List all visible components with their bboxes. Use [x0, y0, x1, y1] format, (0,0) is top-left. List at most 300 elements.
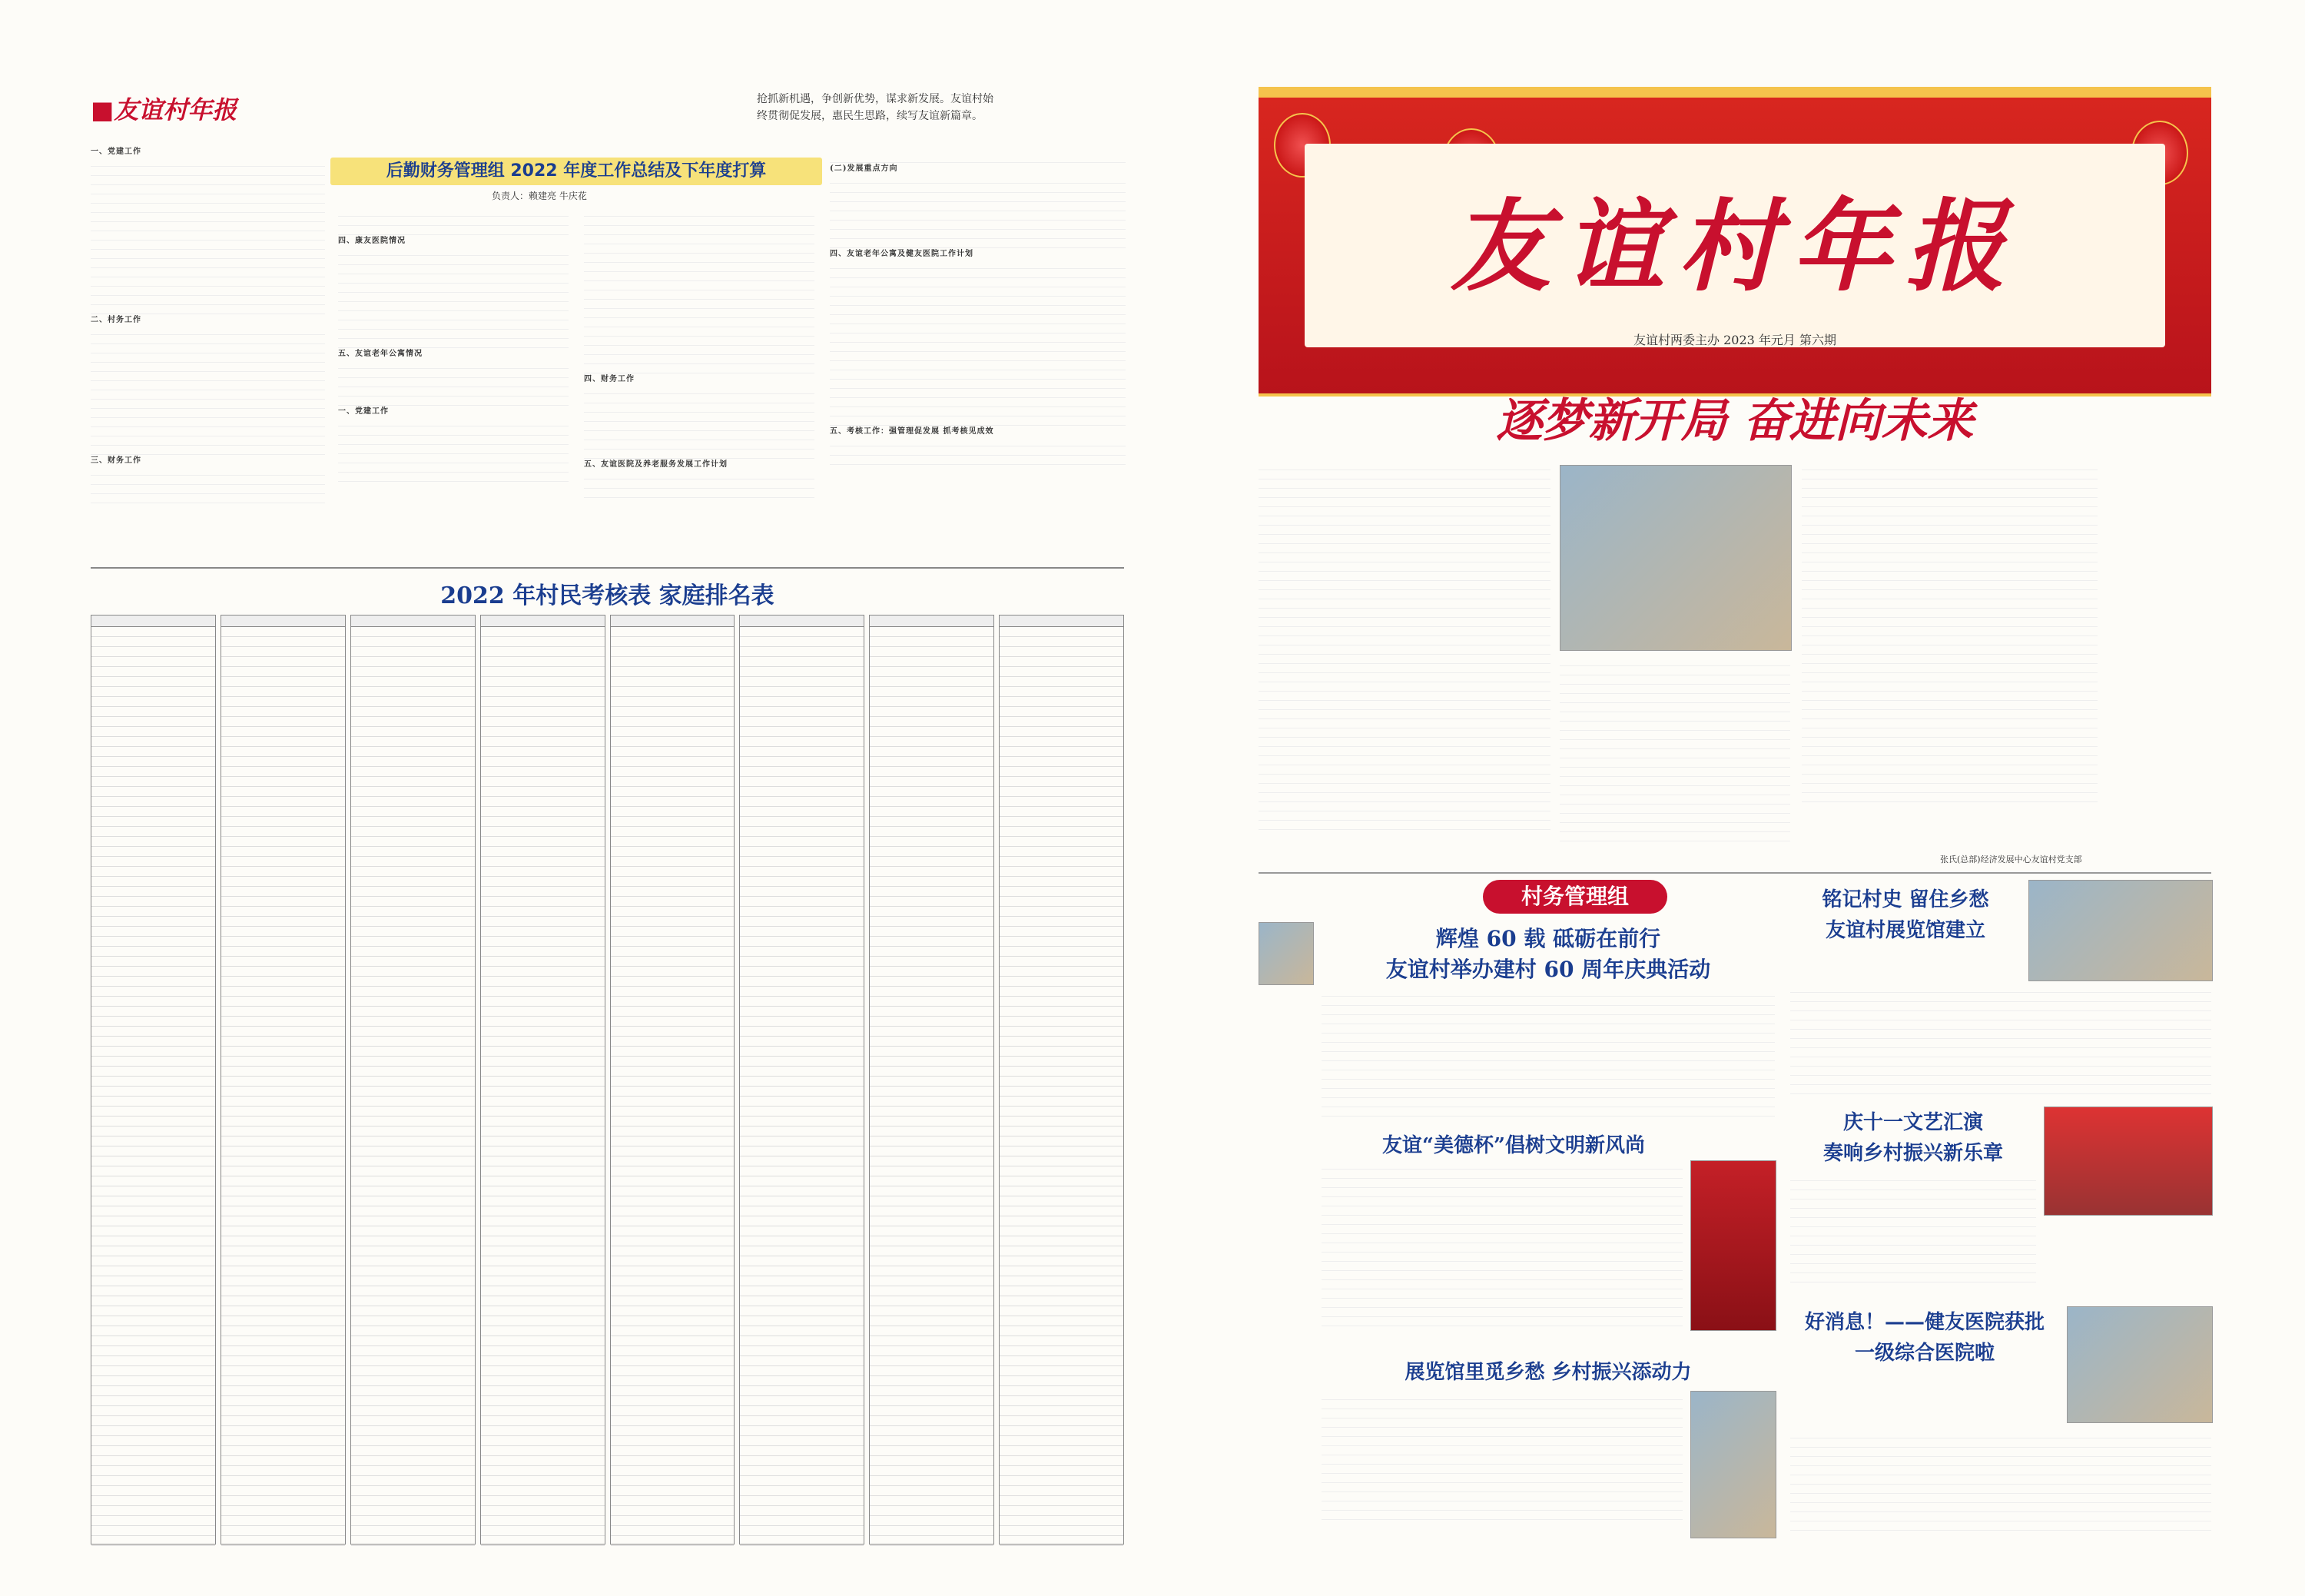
- table-row: [481, 1436, 605, 1446]
- table-row: [351, 1097, 475, 1107]
- table-row: [740, 1516, 864, 1526]
- table-row: [91, 1226, 215, 1236]
- table-row: [91, 1007, 215, 1017]
- table-row: [91, 1346, 215, 1356]
- table-row: [221, 737, 345, 747]
- table-row: [481, 1326, 605, 1336]
- table-row: [351, 1516, 475, 1526]
- table-row: [91, 767, 215, 777]
- table-row: [91, 1526, 215, 1536]
- table-row: [611, 1186, 735, 1196]
- table-row: [1000, 1067, 1123, 1077]
- table-row: [870, 827, 993, 837]
- table-row: [870, 697, 993, 707]
- table-row: [351, 817, 475, 827]
- table-row: [740, 997, 864, 1007]
- table-title: 2022 年村民考核表 家庭排名表: [440, 582, 774, 609]
- table-row: [611, 727, 735, 737]
- table-row: [481, 1266, 605, 1276]
- table-row: [91, 1466, 215, 1476]
- table-row: [351, 1456, 475, 1466]
- table-row: [1000, 917, 1123, 927]
- table-row: [481, 747, 605, 757]
- table-row: [740, 907, 864, 917]
- table-row: [740, 957, 864, 967]
- table-row: [481, 977, 605, 987]
- table-row: [740, 1526, 864, 1536]
- table-row: [870, 1166, 993, 1176]
- table-row: [91, 1166, 215, 1176]
- table-row: [351, 857, 475, 867]
- table-row: [870, 1416, 993, 1426]
- table-row: [611, 1057, 735, 1067]
- table-row: [1000, 1396, 1123, 1406]
- table-row: [481, 767, 605, 777]
- col3-text: [584, 207, 814, 561]
- table-row: [1000, 737, 1123, 747]
- table-row: [611, 1436, 735, 1446]
- table-row: [351, 1017, 475, 1027]
- table-row: [351, 1276, 475, 1286]
- table-row: [740, 1356, 864, 1366]
- table-row: [1000, 1007, 1123, 1017]
- section-head: 五、友谊老年公寓情况: [338, 350, 423, 358]
- table-row: [870, 867, 993, 877]
- table-row: [91, 1206, 215, 1216]
- table-row: [740, 1316, 864, 1326]
- table-row: [221, 627, 345, 637]
- table-row: [1000, 877, 1123, 887]
- table-row: [1000, 1276, 1123, 1286]
- table-row: [740, 887, 864, 897]
- table-row: [740, 1256, 864, 1266]
- table-row: [221, 1476, 345, 1486]
- table-row: [91, 1456, 215, 1466]
- table-row: [611, 1526, 735, 1536]
- table-row: [1000, 1017, 1123, 1027]
- table-row: [1000, 817, 1123, 827]
- table-row: [481, 937, 605, 947]
- table-row: [221, 817, 345, 827]
- table-row: [351, 1027, 475, 1037]
- table-row: [740, 1426, 864, 1436]
- table-row: [221, 857, 345, 867]
- table-row: [740, 1216, 864, 1226]
- right-page: [1152, 0, 2305, 1596]
- table-row: [611, 677, 735, 687]
- table-row: [221, 947, 345, 957]
- table-row: [611, 1117, 735, 1126]
- table-row: [870, 1536, 993, 1546]
- table-row: [91, 1476, 215, 1486]
- table-row: [351, 727, 475, 737]
- table-row: [1000, 787, 1123, 797]
- table-row: [221, 1107, 345, 1117]
- table-row: [481, 1306, 605, 1316]
- table-row: [351, 717, 475, 727]
- table-row: [481, 877, 605, 887]
- table-row: [1000, 1296, 1123, 1306]
- table-row: [91, 657, 215, 667]
- table-row: [481, 1236, 605, 1246]
- table-row: [1000, 1176, 1123, 1186]
- table-row: [611, 967, 735, 977]
- table-row: [870, 947, 993, 957]
- table-row: [351, 987, 475, 997]
- table-row: [1000, 1166, 1123, 1176]
- story1-photo: [1259, 922, 1314, 985]
- table-row: [221, 1156, 345, 1166]
- table-row: [1000, 1346, 1123, 1356]
- table-row: [481, 1097, 605, 1107]
- table-row: [351, 1007, 475, 1017]
- table-row: [481, 647, 605, 657]
- table-row: [1000, 887, 1123, 897]
- table-row: [870, 997, 993, 1007]
- table-row: [351, 707, 475, 717]
- table-row: [740, 1156, 864, 1166]
- table-row: [1000, 687, 1123, 697]
- table-row: [351, 697, 475, 707]
- table-row: [740, 1126, 864, 1136]
- table-row: [870, 1017, 993, 1027]
- table-row: [740, 1486, 864, 1496]
- table-row: [221, 1516, 345, 1526]
- celebration-photo: [1560, 465, 1792, 651]
- story4-text: [1790, 984, 2211, 1099]
- table-row: [481, 1416, 605, 1426]
- section-head: 五、考核工作：强管理促发展 抓考核见成效: [830, 427, 994, 436]
- table-row: [1000, 1386, 1123, 1396]
- table-row: [870, 987, 993, 997]
- table-row: [221, 667, 345, 677]
- table-row: [481, 1226, 605, 1236]
- table-row: [1000, 667, 1123, 677]
- table-column: [739, 615, 864, 1545]
- table-row: [611, 807, 735, 817]
- table-row: [221, 1346, 345, 1356]
- table-row: [221, 1007, 345, 1017]
- table-row: [1000, 1406, 1123, 1416]
- table-row: [351, 1406, 475, 1416]
- table-row: [611, 1326, 735, 1336]
- table-row: [91, 1416, 215, 1426]
- table-row: [351, 967, 475, 977]
- table-row: [611, 1536, 735, 1546]
- table-row: [221, 1366, 345, 1376]
- table-row: [740, 1097, 864, 1107]
- table-row: [351, 827, 475, 837]
- table-row: [1000, 1516, 1123, 1526]
- table-row: [91, 1047, 215, 1057]
- table-row: [91, 627, 215, 637]
- divider: [91, 567, 1124, 569]
- section-head: 四、康友医院情况: [338, 237, 406, 245]
- table-row: [611, 1166, 735, 1176]
- table-row: [740, 877, 864, 887]
- table-row: [351, 1246, 475, 1256]
- table-row: [1000, 897, 1123, 907]
- table-row: [481, 1027, 605, 1037]
- banner-inner: [1305, 144, 2165, 347]
- table-row: [481, 1007, 605, 1017]
- story6-photo: [2067, 1306, 2213, 1423]
- left-masthead: ■友谊村年报: [91, 95, 237, 124]
- table-row: [1000, 1146, 1123, 1156]
- story4-photo: [2028, 880, 2213, 981]
- table-row: [481, 1246, 605, 1256]
- table-row: [221, 1186, 345, 1196]
- table-row: [870, 1516, 993, 1526]
- table-row: [740, 757, 864, 767]
- table-row: [221, 1226, 345, 1236]
- table-row: [481, 1196, 605, 1206]
- table-row: [740, 1176, 864, 1186]
- table-row: [611, 1156, 735, 1166]
- table-row: [740, 677, 864, 687]
- section-head: 四、财务工作: [584, 375, 635, 383]
- story3-text: [1322, 1391, 1683, 1541]
- table-row: [1000, 1536, 1123, 1546]
- table-row: [221, 1456, 345, 1466]
- table-row: [91, 1296, 215, 1306]
- table-row: [611, 817, 735, 827]
- table-row: [91, 1256, 215, 1266]
- table-row: [351, 1236, 475, 1246]
- table-row: [221, 807, 345, 817]
- table-row: [740, 1276, 864, 1286]
- table-row: [481, 627, 605, 637]
- table-row: [481, 1466, 605, 1476]
- table-row: [91, 887, 215, 897]
- story5-photo: [2044, 1107, 2213, 1216]
- table-row: [481, 1216, 605, 1226]
- table-row: [870, 897, 993, 907]
- story5-text: [1790, 1172, 2036, 1295]
- table-row: [740, 1446, 864, 1456]
- table-row: [611, 997, 735, 1007]
- table-row: [351, 1216, 475, 1226]
- table-row: [1000, 827, 1123, 837]
- table-row: [91, 1037, 215, 1047]
- table-row: [351, 937, 475, 947]
- table-row: [221, 987, 345, 997]
- table-row: [611, 987, 735, 997]
- story4-title: 铭记村史 留住乡愁: [1822, 888, 1989, 911]
- col2-text: [338, 207, 569, 561]
- table-row: [351, 1176, 475, 1186]
- table-row: [870, 1386, 993, 1396]
- table-row: [611, 837, 735, 847]
- table-row: [481, 1356, 605, 1366]
- table-row: [351, 1226, 475, 1236]
- table-row: [611, 1396, 735, 1406]
- table-row: [611, 1047, 735, 1057]
- table-row: [611, 1077, 735, 1087]
- table-row: [221, 1536, 345, 1546]
- table-row: [870, 1156, 993, 1166]
- table-row: [91, 967, 215, 977]
- table-row: [870, 717, 993, 727]
- table-row: [351, 907, 475, 917]
- table-row: [870, 1216, 993, 1226]
- table-row: [481, 907, 605, 917]
- table-row: [91, 1326, 215, 1336]
- table-row: [740, 797, 864, 807]
- table-row: [91, 1536, 215, 1546]
- table-row: [740, 1396, 864, 1406]
- table-row: [351, 1136, 475, 1146]
- table-row: [481, 1286, 605, 1296]
- table-row: [611, 1276, 735, 1286]
- table-row: [91, 637, 215, 647]
- table-row: [481, 1486, 605, 1496]
- table-row: [1000, 1156, 1123, 1166]
- table-row: [221, 897, 345, 907]
- table-row: [221, 1067, 345, 1077]
- table-row: [740, 947, 864, 957]
- table-column: [999, 615, 1124, 1545]
- table-row: [481, 1456, 605, 1466]
- table-row: [351, 1067, 475, 1077]
- table-row: [611, 827, 735, 837]
- table-row: [740, 1326, 864, 1336]
- table-row: [481, 1496, 605, 1506]
- table-row: [351, 1416, 475, 1426]
- table-row: [870, 687, 993, 697]
- table-row: [481, 807, 605, 817]
- table-row: [1000, 1306, 1123, 1316]
- table-row: [611, 907, 735, 917]
- table-column: [221, 615, 346, 1545]
- table-row: [611, 847, 735, 857]
- table-row: [221, 1296, 345, 1306]
- table-row: [870, 1466, 993, 1476]
- table-row: [1000, 957, 1123, 967]
- table-row: [481, 1037, 605, 1047]
- table-row: [481, 1146, 605, 1156]
- table-row: [1000, 797, 1123, 807]
- table-row: [611, 1486, 735, 1496]
- table-row: [870, 1336, 993, 1346]
- table-row: [1000, 1126, 1123, 1136]
- table-row: [611, 737, 735, 747]
- table-row: [221, 1496, 345, 1506]
- table-row: [1000, 777, 1123, 787]
- table-row: [1000, 1216, 1123, 1226]
- table-row: [221, 767, 345, 777]
- table-row: [351, 1446, 475, 1456]
- story2-text: [1322, 1160, 1683, 1345]
- table-row: [91, 957, 215, 967]
- table-row: [91, 707, 215, 717]
- table-row: [91, 827, 215, 837]
- table-row: [1000, 747, 1123, 757]
- table-row: [481, 1396, 605, 1406]
- table-row: [740, 1476, 864, 1486]
- table-row: [870, 1526, 993, 1536]
- table-row: [221, 917, 345, 927]
- table-row: [740, 837, 864, 847]
- table-row: [91, 647, 215, 657]
- table-row: [870, 1426, 993, 1436]
- table-row: [740, 1186, 864, 1196]
- table-row: [481, 1256, 605, 1266]
- table-row: [481, 1117, 605, 1126]
- table-row: [1000, 927, 1123, 937]
- table-row: [1000, 1496, 1123, 1506]
- table-row: [221, 877, 345, 887]
- table-row: [740, 937, 864, 947]
- table-row: [481, 1156, 605, 1166]
- table-row: [870, 657, 993, 667]
- table-row: [91, 1196, 215, 1206]
- table-row: [870, 1107, 993, 1117]
- table-row: [221, 1506, 345, 1516]
- table-row: [351, 627, 475, 637]
- table-row: [1000, 697, 1123, 707]
- table-row: [481, 947, 605, 957]
- table-row: [481, 837, 605, 847]
- table-row: [351, 737, 475, 747]
- masthead-banner: [1259, 87, 2211, 397]
- table-row: [91, 1136, 215, 1146]
- table-row: [221, 1117, 345, 1126]
- table-row: [221, 717, 345, 727]
- table-row: [91, 1356, 215, 1366]
- table-row: [221, 997, 345, 1007]
- table-row: [611, 787, 735, 797]
- issue-line: 友谊村两委主办 2023 年元月 第六期: [1633, 333, 1836, 347]
- story3-title: 展览馆里觅乡愁 乡村振兴添动力: [1405, 1361, 1692, 1384]
- story2-title: 友谊“美德杯”倡树文明新风尚: [1382, 1134, 1645, 1157]
- table-row: [611, 707, 735, 717]
- main-signature: 张氏(总部)经济发展中心友谊村党支部: [1940, 854, 2082, 864]
- table-row: [91, 897, 215, 907]
- table-row: [481, 717, 605, 727]
- table-row: [351, 667, 475, 677]
- table-row: [351, 897, 475, 907]
- table-row: [740, 627, 864, 637]
- table-row: [351, 1486, 475, 1496]
- table-row: [1000, 1097, 1123, 1107]
- table-row: [740, 827, 864, 837]
- table-row: [870, 1496, 993, 1506]
- table-row: [481, 667, 605, 677]
- table-row: [740, 697, 864, 707]
- table-row: [870, 1486, 993, 1496]
- table-row: [221, 1406, 345, 1416]
- table-row: [740, 707, 864, 717]
- table-row: [481, 1136, 605, 1146]
- table-row: [1000, 1087, 1123, 1097]
- table-row: [351, 1326, 475, 1336]
- table-row: [740, 1536, 864, 1546]
- table-row: [740, 1236, 864, 1246]
- table-row: [740, 1087, 864, 1097]
- table-row: [740, 1376, 864, 1386]
- table-row: [740, 1047, 864, 1057]
- table-row: [870, 1286, 993, 1296]
- table-row: [740, 857, 864, 867]
- table-row: [91, 737, 215, 747]
- table-row: [870, 1057, 993, 1067]
- table-row: [481, 707, 605, 717]
- table-row: [870, 1117, 993, 1126]
- table-row: [870, 1047, 993, 1057]
- main-headline: 逐梦新开局 奋进向未来: [1496, 394, 1974, 448]
- table-row: [481, 1206, 605, 1216]
